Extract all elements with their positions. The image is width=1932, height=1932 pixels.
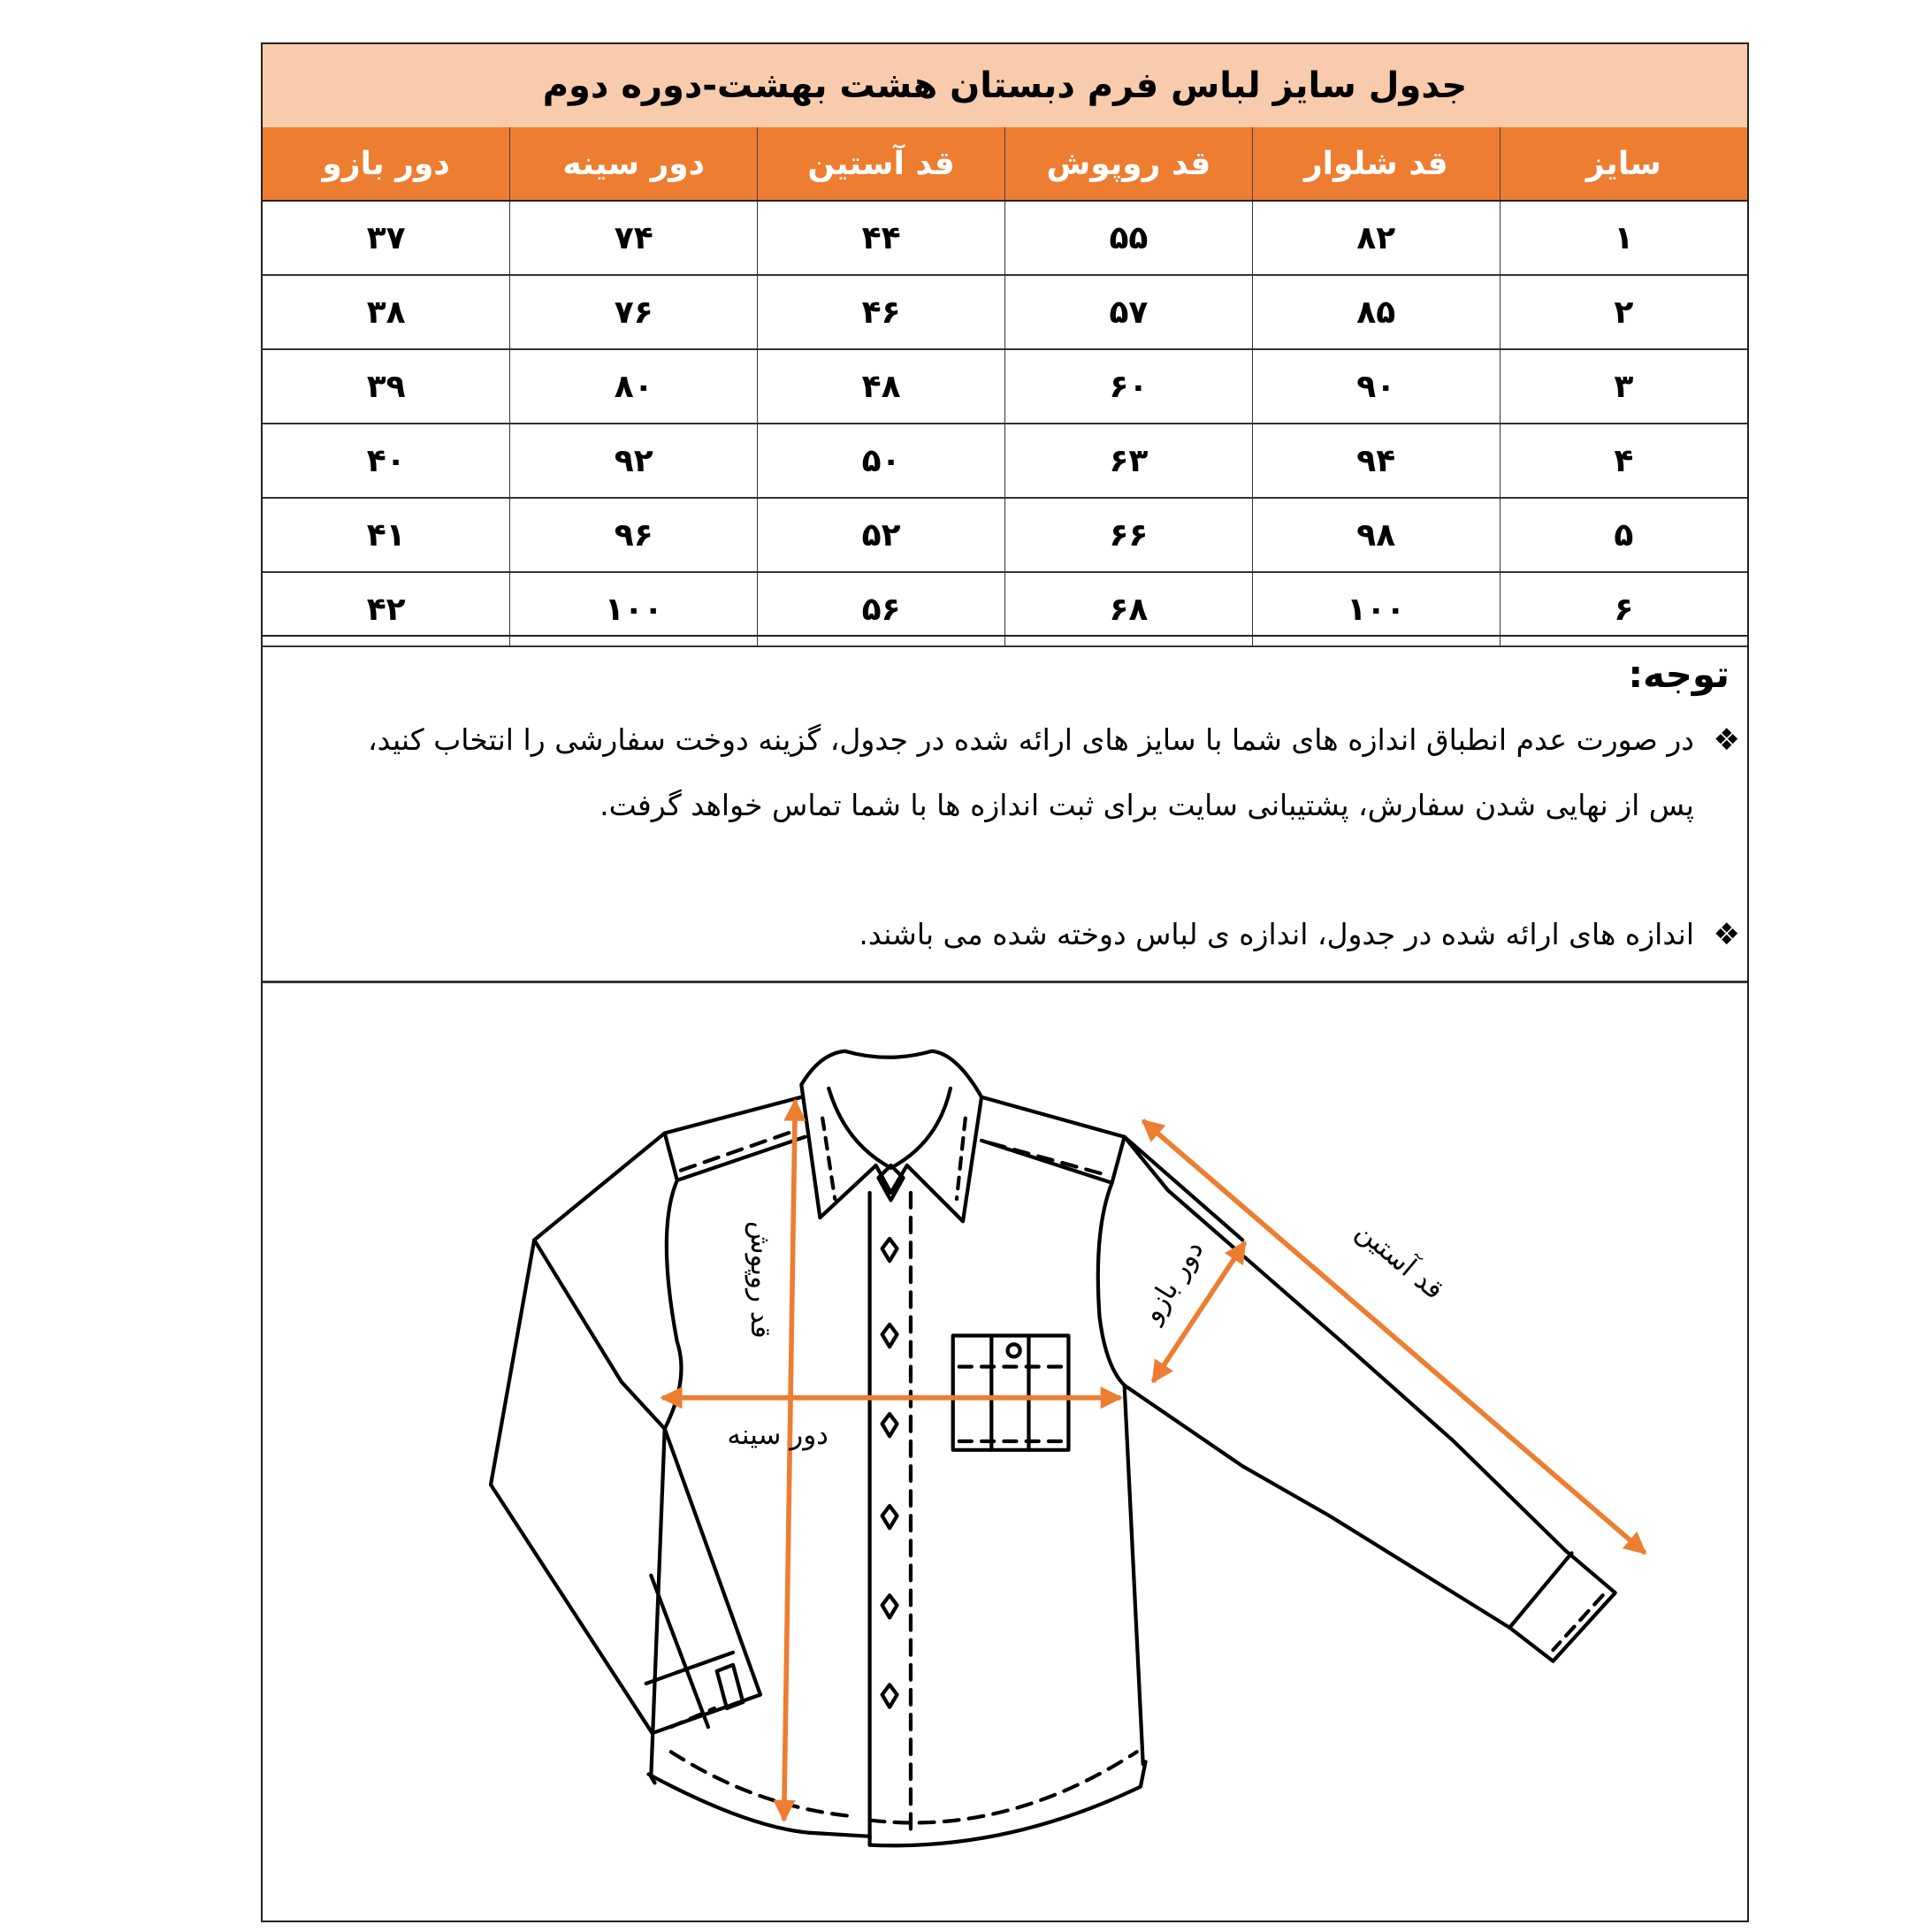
- label-chest: دور سینه: [727, 1418, 829, 1451]
- cell: ۲: [1500, 275, 1747, 349]
- header-chest: دور سینه: [510, 127, 758, 201]
- cell: ۸۰: [510, 349, 758, 424]
- size-table: [263, 127, 1747, 647]
- cell: ۵۷: [1005, 275, 1253, 349]
- table-header-row: [263, 127, 1747, 201]
- cell: ۶۰: [1005, 349, 1253, 424]
- title-row: [263, 44, 1747, 129]
- cell: ۶: [1500, 572, 1747, 646]
- cell: ۹۴: [1252, 424, 1500, 498]
- cell: ۳۷: [263, 201, 510, 275]
- cell: ۸۲: [1252, 201, 1500, 275]
- cell: ۳: [1500, 349, 1747, 424]
- table-row: [263, 201, 1747, 275]
- diamond-cluster-icon: ❖: [1713, 917, 1740, 952]
- cell: ۵۲: [758, 498, 1005, 572]
- cell: ۶۶: [1005, 498, 1253, 572]
- table-row: [263, 349, 1747, 424]
- cell: ۹۰: [1252, 349, 1500, 424]
- diamond-cluster-icon: ❖: [1713, 722, 1740, 758]
- chart-title: جدول سایز لباس فرم دبستان هشت بهشت-دوره دوم: [542, 65, 1468, 106]
- cell: ۴۲: [263, 572, 510, 646]
- note-text: اندازه های ارائه شده در جدول، اندازه ی لباس دوخته شده می باشند.: [859, 917, 1694, 951]
- cell: ۵: [1500, 498, 1747, 572]
- label-sleeve-length: قد آستین: [1349, 1215, 1450, 1307]
- label-body-length: قد روپوش: [745, 1220, 777, 1339]
- notes-title: توجه:: [1628, 653, 1730, 696]
- header-arm: دور بازو: [263, 127, 510, 201]
- cell: ۳۸: [263, 275, 510, 349]
- cell: ۹۸: [1252, 498, 1500, 572]
- cell: ۳۹: [263, 349, 510, 424]
- size-chart: [261, 42, 1749, 1922]
- notes-section: [263, 635, 1747, 983]
- note-text: در صورت عدم انطباق اندازه های شما با سایز های ارائه شده در جدول، گزینه دوخت سفارشی را انتخاب کنید، پس از نهایی شدن سفارش، پشتیبانی سایت برای ثبت اندازه ها با شما تماس خواهد گرفت.: [368, 722, 1694, 822]
- note-item: [368, 707, 1740, 838]
- table-row: [263, 498, 1747, 572]
- cell: ۵۰: [758, 424, 1005, 498]
- cell: ۴۰: [263, 424, 510, 498]
- cell: ۶۸: [1005, 572, 1253, 646]
- cell: ۷۶: [510, 275, 758, 349]
- label-arm: دور بازو: [1135, 1234, 1210, 1328]
- cell: ۸۵: [1252, 275, 1500, 349]
- header-sleeve-length: قد آستین: [758, 127, 1005, 201]
- cell: ۱۰۰: [1252, 572, 1500, 646]
- cell: ۷۴: [510, 201, 758, 275]
- cell: ۵۵: [1005, 201, 1253, 275]
- cell: ۱۰۰: [510, 572, 758, 646]
- cell: ۹۲: [510, 424, 758, 498]
- cell: ۴۴: [758, 201, 1005, 275]
- note-item: [368, 902, 1740, 967]
- header-size: سایز: [1500, 127, 1747, 201]
- cell: ۵۶: [758, 572, 1005, 646]
- cell: ۴۱: [263, 498, 510, 572]
- cell: ۱: [1500, 201, 1747, 275]
- cell: ۹۶: [510, 498, 758, 572]
- header-coat-length: قد روپوش: [1005, 127, 1253, 201]
- cell: ۴۸: [758, 349, 1005, 424]
- table-row: [263, 424, 1747, 498]
- header-pants-length: قد شلوار: [1252, 127, 1500, 201]
- cell: ۴: [1500, 424, 1747, 498]
- cell: ۴۶: [758, 275, 1005, 349]
- table-row: [263, 275, 1747, 349]
- cell: ۶۳: [1005, 424, 1253, 498]
